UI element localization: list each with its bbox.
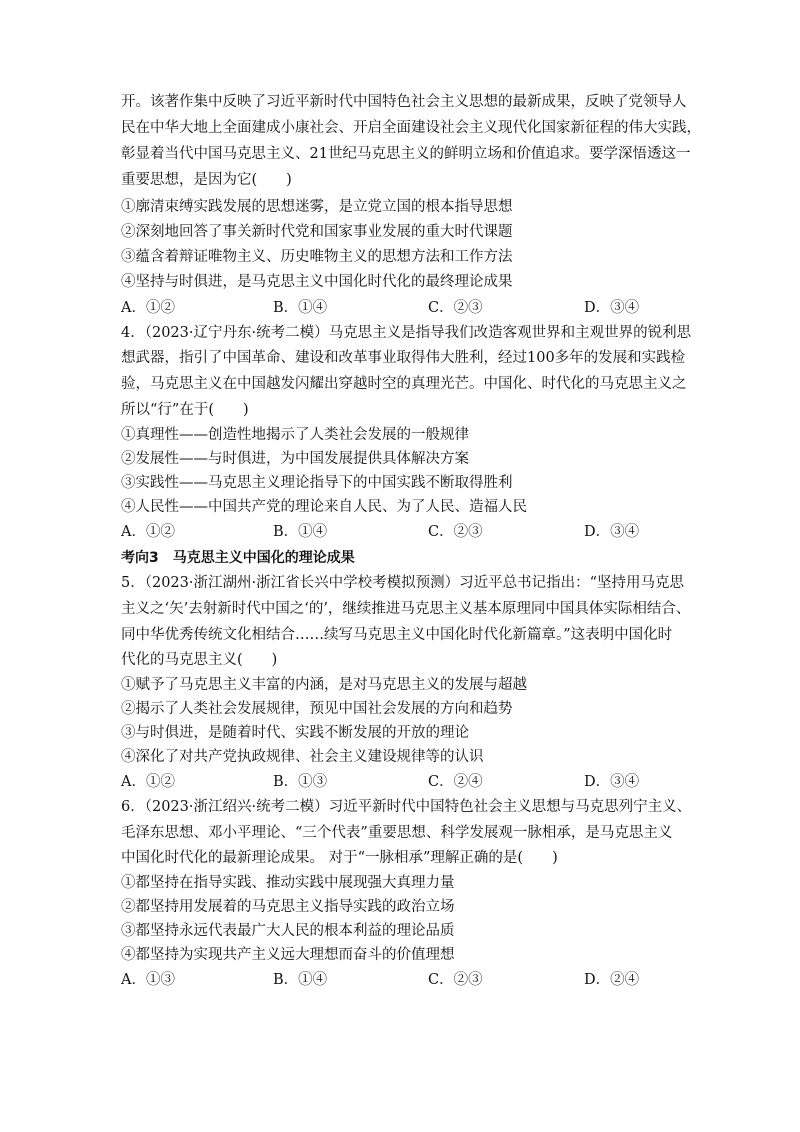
statement-item: ①赋予了马克思主义丰富的内涵，是对马克思主义的发展与超越	[121, 677, 527, 693]
stem-line: 中国化时代化的最新理论成果。 对于“一脉相承”理解正确的是( )	[121, 850, 558, 866]
statement-item: ④都坚持为实现共产主义远大理想而奋斗的价值理想	[121, 947, 455, 963]
option-d: D．③④	[584, 300, 640, 316]
statement-item: ②揭示了人类社会发展规律，预见中国社会发展的方向和趋势	[121, 701, 513, 717]
option-b: B．①④	[273, 524, 328, 540]
stem-line: 主义之‘矢’去射新时代中国之‘的’，继续推进马克思主义基本原理同中国具体实际相结合、	[121, 601, 691, 617]
statement-item: ④人民性——中国共产党的理论来自人民、为了人民、造福人民	[121, 499, 527, 515]
statement-item: ③都坚持永远代表最广大人民的根本利益的理论品质	[121, 923, 455, 939]
statement-item: ③实践性——马克思主义理论指导下的中国实践不断取得胜利	[121, 475, 513, 491]
statement-item: ④坚持与时俱进，是马克思主义中国化时代化的最终理论成果	[121, 274, 513, 290]
stem-line: 同中华优秀传统文化相结合……续写马克思主义中国化时代化新篇章。”这表明中国化时	[121, 627, 673, 643]
statement-item: ②深刻地回答了事关新时代党和国家事业发展的重大时代课题	[121, 224, 513, 240]
stem-line: 5．（2023·浙江湖州·浙江省长兴中学校考模拟预测）习近平总书记指出：“坚持用马克思	[121, 575, 685, 591]
option-a: A．①②	[121, 300, 175, 316]
option-b: B．①④	[273, 300, 328, 316]
option-b: B．①③	[273, 774, 328, 790]
stem-line: 6．（2023·浙江绍兴·统考二模）习近平新时代中国特色社会主义思想与马克思列宁主义、	[121, 799, 692, 815]
option-d: D．③④	[584, 524, 640, 540]
stem-line: 重要思想，是因为它( )	[121, 172, 292, 188]
option-a: A．①②	[121, 774, 175, 790]
option-d: D．②④	[584, 972, 640, 988]
stem-line: 所以“行”在于( )	[121, 402, 249, 418]
option-c: C．②③	[428, 972, 483, 988]
option-c: C．②④	[428, 774, 483, 790]
option-a: A．①②	[121, 524, 175, 540]
stem-line: 代化的马克思主义( )	[121, 652, 278, 668]
stem-line: 彰显着当代中国马克思主义、21世纪马克思主义的鲜明立场和价值追求。要学深悟透这一	[121, 146, 691, 162]
option-c: C．②③	[428, 300, 483, 316]
stem-line: 想武器，指引了中国革命、建设和改革事业取得伟大胜利，经过100多年的发展和实践检	[121, 350, 686, 366]
statement-item: ①都坚持在指导实践、推动实践中展现强大真理力量	[121, 875, 455, 891]
stem-line: 民在中华大地上全面建成小康社会、开启全面建设社会主义现代化国家新征程的伟大实践，	[121, 120, 701, 136]
option-c: C．②③	[428, 524, 483, 540]
statement-item: ④深化了对共产党执政规律、社会主义建设规律等的认识	[121, 749, 484, 765]
stem-line: 开。该著作集中反映了习近平新时代中国特色社会主义思想的最新成果，反映了党领导人	[121, 94, 687, 110]
option-b: B．①④	[273, 972, 328, 988]
statement-item: ②都坚持用发展着的马克思主义指导实践的政治立场	[121, 899, 455, 915]
stem-line: 验，马克思主义在中国越发闪耀出穿越时空的真理光芒。中国化、时代化的马克思主义之	[121, 376, 687, 392]
option-a: A．①③	[121, 972, 175, 988]
section-heading: 考向3 马克思主义中国化的理论成果	[121, 550, 355, 566]
stem-line: 4．（2023·辽宁丹东·统考二模）马克思主义是指导我们改造客观世界和主观世界的锐利思	[121, 325, 692, 341]
option-d: D．③④	[584, 774, 640, 790]
statement-item: ①真理性——创造性地揭示了人类社会发展的一般规律	[121, 427, 469, 443]
stem-line: 毛泽东思想、邓小平理论、“三个代表”重要思想、科学发展观一脉相承，是马克思主义	[121, 825, 673, 841]
statement-item: ③蕴含着辩证唯物主义、历史唯物主义的思想方法和工作方法	[121, 249, 513, 265]
statement-item: ①廓清束缚实践发展的思想迷雾，是立党立国的根本指导思想	[121, 199, 513, 215]
statement-item: ③与时俱进，是随着时代、实践不断发展的开放的理论	[121, 725, 469, 741]
statement-item: ②发展性——与时俱进，为中国发展提供具体解决方案	[121, 451, 469, 467]
